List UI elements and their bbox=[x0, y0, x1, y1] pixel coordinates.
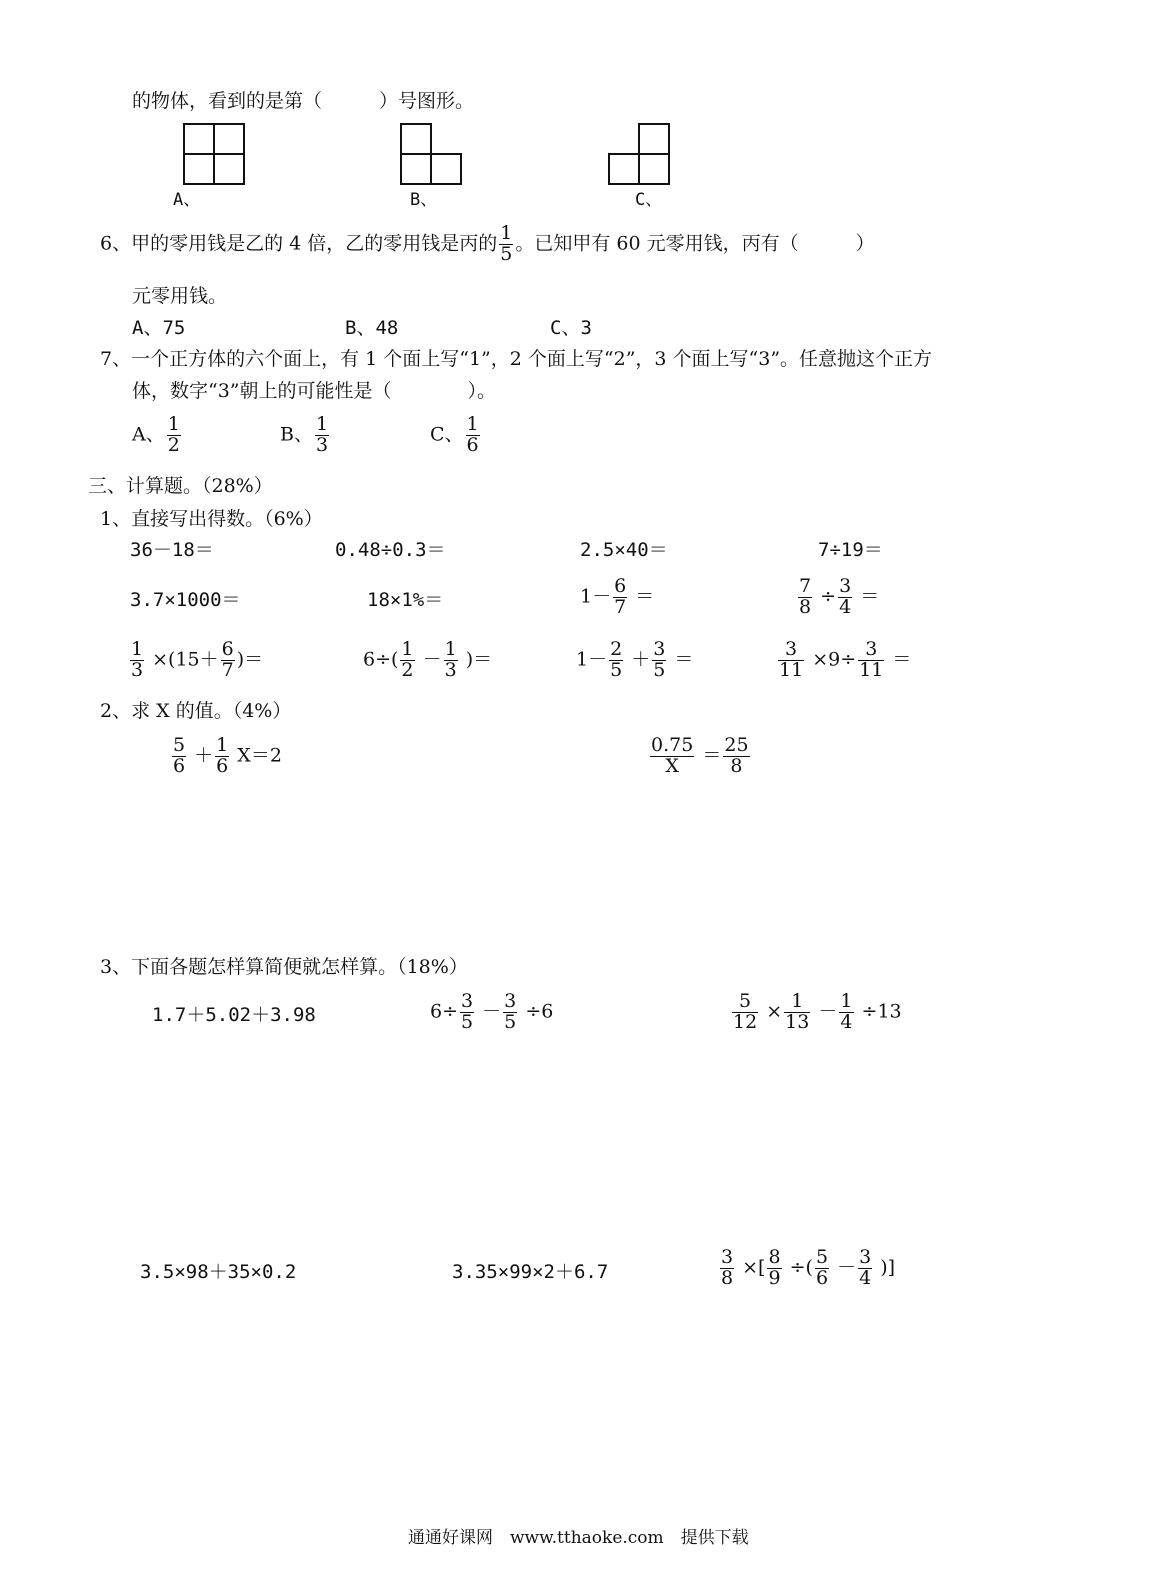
expr-text: ＝ bbox=[860, 585, 880, 608]
fraction bbox=[167, 415, 181, 456]
fraction bbox=[172, 736, 186, 777]
numerator: 5 bbox=[173, 734, 186, 756]
fraction bbox=[400, 640, 414, 681]
numerator: 1 bbox=[216, 734, 229, 756]
q6-option-a: A、75 bbox=[132, 317, 186, 339]
fraction bbox=[838, 577, 852, 618]
expr-text: ×9÷ bbox=[812, 648, 857, 671]
q7-option-a bbox=[132, 415, 183, 456]
denominator: 6 bbox=[216, 754, 229, 777]
fraction bbox=[503, 992, 517, 1033]
expr-text: ÷ bbox=[820, 585, 837, 608]
denominator: 2 bbox=[401, 658, 414, 681]
expr-text: ＝ bbox=[635, 585, 655, 608]
expr-text: － bbox=[837, 1256, 857, 1279]
numerator: 1 bbox=[444, 638, 457, 660]
fraction bbox=[652, 640, 666, 681]
numerator: 3 bbox=[653, 638, 666, 660]
expr-text: )＝ bbox=[236, 648, 264, 671]
denominator: 5 bbox=[504, 1010, 517, 1033]
numerator: 3 bbox=[504, 990, 517, 1012]
denominator: 3 bbox=[131, 658, 144, 681]
simplify-1: 1.7＋5.02＋3.98 bbox=[152, 1004, 316, 1026]
expr-text: ＝ bbox=[702, 744, 722, 767]
denominator: 13 bbox=[785, 1010, 810, 1033]
equation-1 bbox=[170, 736, 282, 777]
denominator: 11 bbox=[859, 658, 884, 681]
expr-text: － bbox=[422, 648, 442, 671]
q7-line1: 7、一个正方体的六个面上，有 1 个面上写“1”，2 个面上写“2”，3 个面上写“3”。任意抛这个正方 bbox=[100, 348, 933, 370]
expr-text: ＋ bbox=[631, 648, 651, 671]
denominator: 12 bbox=[733, 1010, 758, 1033]
calc-2-2: 18×1%＝ bbox=[367, 589, 444, 611]
denominator: 6 bbox=[815, 1266, 829, 1289]
denominator: 4 bbox=[840, 1010, 853, 1033]
expr-text: 1－ bbox=[580, 585, 612, 608]
figure-c-label: C、 bbox=[635, 190, 663, 210]
fraction bbox=[778, 640, 804, 681]
p2-title: 2、求 X 的值。（4%） bbox=[100, 700, 292, 722]
calc-1-4: 7÷19＝ bbox=[818, 539, 883, 561]
expr-text: ÷13 bbox=[861, 1000, 902, 1023]
fraction bbox=[613, 577, 627, 618]
calc-2-4 bbox=[796, 577, 879, 618]
figure-b-label: B、 bbox=[410, 190, 438, 210]
option-label: B、 bbox=[280, 423, 313, 446]
fraction bbox=[798, 577, 812, 618]
calc-3-2 bbox=[363, 640, 492, 681]
p1-title: 1、直接写出得数。（6%） bbox=[100, 508, 323, 530]
numerator: 1 bbox=[840, 990, 853, 1012]
denominator: 7 bbox=[221, 658, 234, 681]
fraction bbox=[130, 640, 144, 681]
numerator: 1 bbox=[466, 413, 479, 435]
q6-option-c: C、3 bbox=[550, 317, 592, 339]
expr-text: 1－ bbox=[576, 648, 608, 671]
numerator: 1 bbox=[131, 638, 144, 660]
q6-line1 bbox=[100, 224, 875, 265]
expr-text: )＝ bbox=[465, 648, 493, 671]
denominator: 3 bbox=[444, 658, 457, 681]
denominator: 5 bbox=[500, 242, 513, 265]
expr-text: ＋ bbox=[194, 744, 214, 767]
expr-text: ＝ bbox=[674, 648, 694, 671]
fraction bbox=[650, 736, 694, 777]
numerator: 3 bbox=[839, 575, 852, 597]
denominator: 4 bbox=[859, 1266, 872, 1289]
fraction bbox=[444, 640, 458, 681]
calc-3-1 bbox=[128, 640, 263, 681]
denominator: 5 bbox=[461, 1010, 474, 1033]
denominator: 4 bbox=[839, 595, 852, 618]
denominator: 11 bbox=[779, 658, 804, 681]
option-label: C、 bbox=[430, 423, 464, 446]
expr-text: × bbox=[766, 1000, 783, 1023]
denominator: 7 bbox=[614, 595, 627, 618]
numerator: 3 bbox=[721, 1246, 734, 1268]
expr-text: ＝ bbox=[892, 648, 912, 671]
q6-suffix: 。已知甲有 60 元零用钱，丙有（ ） bbox=[515, 232, 875, 255]
calc-2-1: 3.7×1000＝ bbox=[130, 589, 241, 611]
numerator: 6 bbox=[614, 575, 627, 597]
expr-text: － bbox=[818, 1000, 838, 1023]
denominator: 5 bbox=[610, 658, 623, 681]
denominator: 9 bbox=[768, 1266, 781, 1289]
expr-text: 6÷ bbox=[430, 1000, 459, 1023]
numerator: 3 bbox=[461, 990, 474, 1012]
equation-2 bbox=[648, 736, 752, 777]
numerator: 25 bbox=[724, 734, 749, 756]
calc-3-3 bbox=[576, 640, 693, 681]
simplify-3 bbox=[730, 992, 902, 1033]
p3-title: 3、下面各题怎样算简便就怎样算。（18%） bbox=[100, 956, 468, 978]
expr-text: ÷( bbox=[789, 1256, 813, 1279]
numerator: 7 bbox=[799, 575, 812, 597]
fraction bbox=[221, 640, 235, 681]
denominator: 8 bbox=[799, 595, 812, 618]
fraction bbox=[784, 992, 810, 1033]
fraction bbox=[839, 992, 853, 1033]
expr-text: ÷6 bbox=[525, 1000, 554, 1023]
numerator: 1 bbox=[315, 413, 329, 435]
expr-text: － bbox=[482, 1000, 502, 1023]
fraction bbox=[609, 640, 623, 681]
q6-line2: 元零用钱。 bbox=[132, 285, 228, 307]
denominator: 2 bbox=[167, 433, 180, 456]
denominator: X bbox=[665, 754, 679, 777]
fraction bbox=[499, 224, 513, 265]
section3-title: 三、计算题。（28%） bbox=[88, 475, 273, 497]
calc-1-2: 0.48÷0.3＝ bbox=[335, 539, 446, 561]
q6-prefix: 6、甲的零用钱是乙的 4 倍，乙的零用钱是丙的 bbox=[100, 232, 498, 255]
page-footer: 通通好课网 www.tthaoke.com 提供下载 bbox=[408, 1528, 749, 1548]
denominator: 3 bbox=[315, 433, 329, 456]
numerator: 5 bbox=[815, 1246, 829, 1268]
numerator: 1 bbox=[500, 222, 513, 244]
q6-option-b: B、48 bbox=[345, 317, 399, 339]
calc-3-4 bbox=[776, 640, 911, 681]
numerator: 8 bbox=[768, 1246, 781, 1268]
expr-text: 6÷( bbox=[363, 648, 399, 671]
fraction bbox=[723, 736, 749, 777]
q5-text: 的物体，看到的是第（ ）号图形。 bbox=[132, 90, 475, 112]
fraction bbox=[466, 415, 480, 456]
numerator: 1 bbox=[784, 992, 810, 1013]
calc-1-3: 2.5×40＝ bbox=[580, 539, 668, 561]
denominator: 5 bbox=[653, 658, 666, 681]
denominator: 8 bbox=[730, 754, 743, 777]
calc-1-1: 36－18＝ bbox=[130, 539, 214, 561]
fraction bbox=[460, 992, 474, 1033]
numerator: 1 bbox=[401, 638, 414, 660]
numerator: 6 bbox=[221, 638, 234, 660]
figure-a-label: A、 bbox=[173, 190, 201, 210]
simplify-6 bbox=[718, 1248, 895, 1289]
denominator: 8 bbox=[721, 1266, 734, 1289]
fraction bbox=[858, 1248, 872, 1289]
simplify-5: 3.35×99×2＋6.7 bbox=[452, 1261, 609, 1283]
q7-option-c bbox=[430, 415, 482, 456]
fraction bbox=[315, 415, 329, 456]
expr-text: X＝2 bbox=[237, 744, 282, 767]
numerator: 1 bbox=[167, 413, 180, 435]
simplify-4: 3.5×98＋35×0.2 bbox=[140, 1261, 297, 1283]
calc-2-3 bbox=[580, 577, 654, 618]
denominator: 6 bbox=[173, 754, 186, 777]
fraction bbox=[720, 1248, 734, 1289]
numerator: 2 bbox=[610, 638, 623, 660]
numerator: 0.75 bbox=[651, 734, 694, 756]
expr-text: ×[ bbox=[742, 1256, 766, 1279]
fraction bbox=[858, 640, 884, 681]
expr-text: ×(15＋ bbox=[152, 648, 219, 671]
fraction bbox=[767, 1248, 781, 1289]
q7-option-b bbox=[280, 415, 331, 456]
fraction bbox=[815, 1248, 829, 1289]
numerator: 5 bbox=[732, 992, 758, 1013]
numerator: 3 bbox=[859, 1246, 872, 1268]
simplify-2 bbox=[430, 992, 553, 1033]
denominator: 6 bbox=[466, 433, 479, 456]
numerator: 3 bbox=[778, 640, 804, 661]
fraction bbox=[732, 992, 758, 1033]
fraction bbox=[215, 736, 229, 777]
option-label: A、 bbox=[132, 423, 165, 446]
q7-line2: 体，数字“3”朝上的可能性是（ ）。 bbox=[132, 380, 497, 402]
expr-text: )] bbox=[880, 1256, 896, 1279]
numerator: 3 bbox=[858, 640, 884, 661]
